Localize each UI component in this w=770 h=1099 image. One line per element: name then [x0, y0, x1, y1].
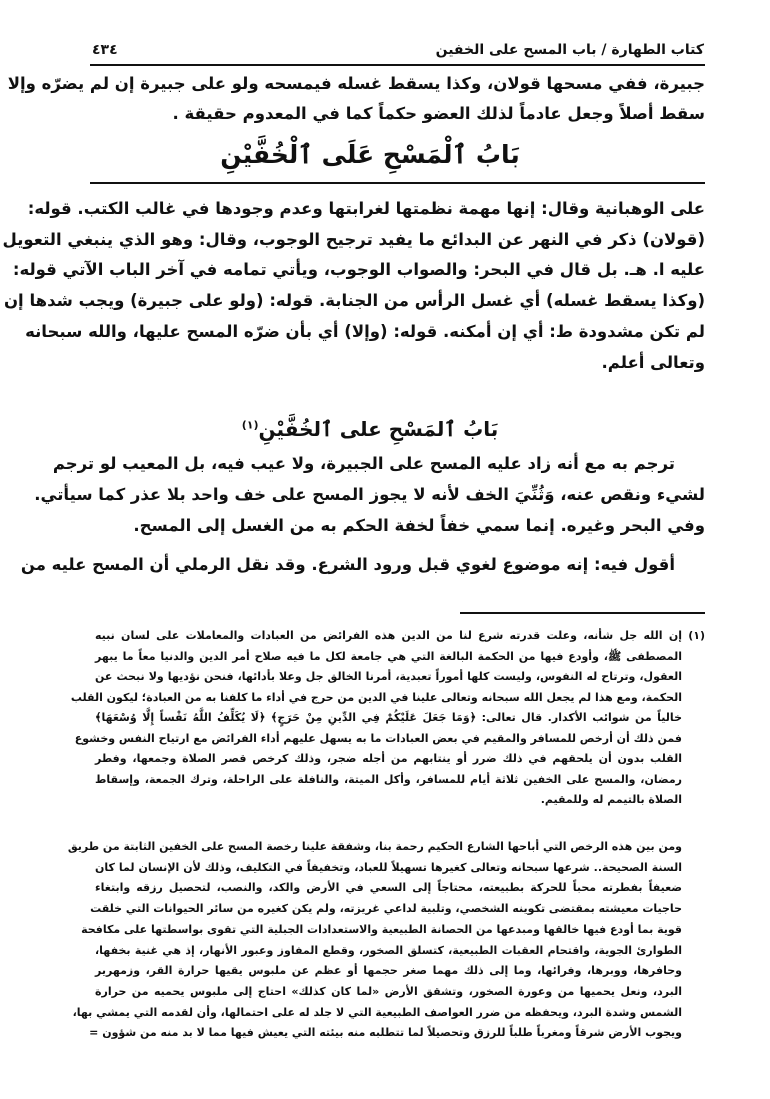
text-line: (قولان) ذكر في النهر عن البدائع ما يفيد ترجيح الوجوب، وقال: وهو الذي ينبغي التعويل: [2, 230, 705, 249]
text-line: (وكذا يسقط غسله) أي غسل الرأس من الجنابة. قوله: (ولو على جبيرة) ويجب شدها إن: [3, 291, 705, 310]
footnote-line: العقول، وترتاح له النفوس، وليست كلها أموراً تعبدية، أمرنا الخالق جل وعلا بأدائها، فنحن نؤديها ولا نبحث عن: [95, 670, 682, 683]
footnote-line: قوية بما أودع فيها خالقها ومبدعها من الحصانة الطبيعية والاستعدادات الجبلية التي تقوى بواسطتها على مكافحة: [81, 922, 682, 936]
text-line: وتعالى أعلم.: [601, 353, 705, 372]
chapter-title-rule: [90, 182, 705, 184]
text-line: عليه ا. هـ. بل قال في البحر: والصواب الوجوب، ويأتي تمامه في آخر الباب الآتي قوله:: [12, 260, 705, 279]
footnote-line: القلب بدون أن يلحقهم في ذلك ضرر أو ينتابهم من أجله ضجر، وذلك كرخص قصر الصلاة وجمعها، وفطر: [95, 752, 682, 765]
footnote-line: البرد، ونعل يحميها من وعورة الصخور، وتشقق الأرض «لما كان كذلك» احتاج إلى ملبوس يحميه من حرارة: [95, 984, 682, 998]
footnote-line: الشمس وشدة البرد، ويحفظه من ضرر العواصف الطبيعية التي لا جلد له على احتمالها، وأن لقدمه التي يمشي بها،: [72, 1005, 682, 1019]
text-line: أقول فيه: إنه موضوع لغوي قبل ورود الشرع. وقد نقل الرملي أن المسح عليه من: [20, 555, 675, 574]
text-line: وفي البحر وغيره. إنما سمي خفاً لخفة الحكم به من الغسل إلى المسح.: [133, 516, 705, 535]
page-number: ٤٣٤: [92, 42, 118, 58]
footnote-marker: (١): [688, 629, 705, 642]
footnote-separator: [460, 612, 705, 614]
text-line: لشيء ونقص عنه، وَثُنِّيَ الخف لأنه لا يجوز المسح على خف واحد بلا عذر كما سيأتي.: [34, 485, 705, 504]
chapter-title: بَابُ ٱلْمَسْحِ عَلَى ٱلْخُفَّيْنِ: [220, 140, 520, 169]
footnote-line: ومن بين هذه الرخص التي أباحها الشارع الحكيم رحمة بنا، وشفقة علينا رخصة المسح على الخفين الثابتة من طريق: [67, 840, 682, 853]
text-line: لم تكن مشدودة ط: أي إن أمكنه. قوله: (وإلا) أي بأن ضرّه المسح عليها، والله سبحانه: [25, 322, 705, 341]
footnote-line: الحكمة، ومع هذا لم يجعل الله سبحانه وتعالى علينا في الدين من حرج في أداء ما كلفنا به من العبادة؛ ليكون القلب: [70, 690, 682, 704]
section-title: [65, 417, 675, 441]
text-line: سقط أصلاً وجعل عادماً لذلك العضو حكماً كما في المعدوم حقيقة .: [172, 104, 705, 123]
footnote-line: حاجيات معيشته بمقتضى تكوينه الشخصي، وتلبية لداعي غريزته، ولم يكن كغيره من سائر الحيوانات التي خلقت: [90, 902, 682, 916]
running-title: كتاب الطهارة / باب المسح على الخفين: [435, 42, 704, 58]
footnote-line: فمن ذلك أن أرخص للمسافر والمقيم في بعض العبادات ما به يسهل عليهم أداء الفرائض مع ارتياح النفس وخشوع: [74, 731, 682, 745]
footnote-line: رمضان، والمسح على الخفين ثلاثة أيام للمسافر، وأكل الميتة، والنافلة على الراحلة، وترك الجمعة، وإسقاط: [95, 772, 682, 786]
footnote-line: خالياً من شوائب الأكدار. قال تعالى: ﴿وَمَا جَعَلَ عَلَيْكُمْ فِي الدِّينِ مِنْ حَرَجٍ﴾ ﴿لَا يُكَلِّفُ اللَّهُ نَفْساً إِلَّا وُسْعَهَا﴾: [95, 711, 682, 724]
text-line: جبيرة، ففي مسحها قولان، وكذا يسقط غسله فيمسحه ولو على جبيرة إن لم يضرّه وإلا: [7, 74, 705, 93]
text-line: ترجم به مع أنه زاد عليه المسح على الجبيرة، ولا عيب فيه، بل المعيب لو ترجم: [52, 454, 675, 473]
footnote-line: الطوارئ الجوية، واقتحام العقبات الطبيعية، كتسلق الصخور، وقطع المفاوز وعبور الأنهار، إذ هي غنية بخفها،: [95, 943, 682, 957]
footnote-line: ضعيفاً بفطرته محباً للحركة بطبيعته، محتاجاً إلى السعي في الأرض والكد، والنصب، لتحصيل رزقه وابتغاء: [95, 881, 682, 895]
footnote-line: السنة الصحيحة.. شرعها سبحانه وتعالى كغيرها تسهيلاً للعباد، وتخفيفاً في التكليف، وذلك لأن الإنسان لما كان: [95, 860, 682, 874]
section-title-text: بَابُ ٱلمَسْحِ على ٱلخُفَّيْنِ: [258, 417, 499, 441]
footnote-line: وحافرها، ووبرها، وفرائها، وما إلى ذلك مهما صغر حجمها أو عظم عن ملبوس يقيها حرارة القر، وزمهرير: [95, 964, 682, 978]
text-line: على الوهبانية وقال: إنها مهمة نظمتها لغرابتها وعدم وجودها في غالب الكتب. قوله:: [27, 199, 705, 218]
footnote-line: الصلاة بالتيمم له وللمقيم.: [540, 793, 682, 806]
footnote-ref: (١): [241, 418, 259, 432]
footnote-line: ويجوب الأرض شرقاً ومغرباً طلباً للرزق وتحصيلاً لما تتطلبه منه بيئته التي يعيش فيها مما لا بد منه من شؤون =: [89, 1026, 682, 1040]
header-rule: [90, 64, 705, 66]
footnote-line: إن الله جل شأنه، وعلت قدرته شرع لنا من الدين هذه الفرائض من العبادات والمعاملات على لسان نبيه: [95, 629, 682, 642]
footnote-line: المصطفى ﷺ، وأودع فيها من الحكمة البالغة التي هي جامعة لكل ما فيه صلاح أمر الدين والدنيا معاً ما يبهر: [95, 649, 682, 663]
